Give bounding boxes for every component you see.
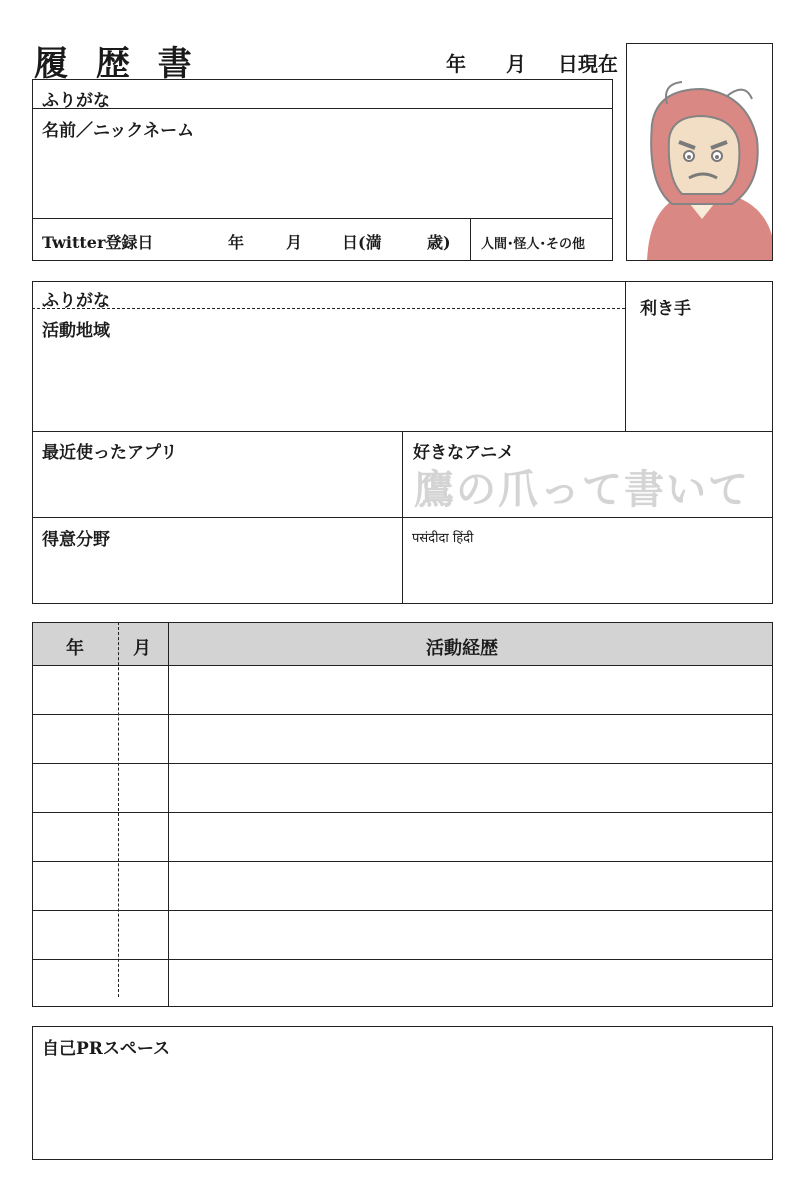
favorite-anime-label: 好きなアニメ: [413, 443, 515, 463]
date-year-label: 年: [446, 52, 466, 76]
history-row-3[interactable]: [33, 765, 772, 811]
page-title: 履 歴 書: [34, 44, 200, 84]
furigana-label-2: ふりがな: [42, 291, 110, 311]
furigana-input[interactable]: [140, 82, 600, 106]
date-month-label: 月: [505, 52, 526, 76]
history-row-5[interactable]: [33, 863, 772, 909]
furigana-label: ふりがな: [42, 91, 110, 111]
history-row-1[interactable]: [33, 667, 772, 713]
recent-app-input[interactable]: [42, 462, 394, 512]
hindi-text: पसंदीदा हिंदी: [412, 531, 474, 546]
photo-box[interactable]: [626, 43, 773, 261]
name-input[interactable]: [42, 140, 602, 212]
twitter-day-label: 日(満: [342, 233, 382, 252]
recent-app-label: 最近使ったアプリ: [42, 443, 178, 463]
col-month-header: 月: [133, 638, 151, 659]
twitter-year-label: 年: [228, 233, 245, 252]
category-options[interactable]: 人間･怪人･その他: [481, 237, 586, 252]
history-row-4[interactable]: [33, 814, 772, 860]
character-illustration-icon: [627, 44, 773, 261]
specialty-input[interactable]: [42, 550, 394, 598]
self-pr-input[interactable]: [42, 1060, 764, 1154]
col-activity-header: 活動経歴: [426, 638, 498, 659]
twitter-date-label: Twitter登録日: [42, 233, 154, 252]
current-date: [446, 48, 618, 77]
col-year-header: 年: [66, 638, 84, 659]
specialty-label: 得意分野: [42, 530, 110, 550]
date-day-label: 日現在: [557, 52, 618, 76]
history-row-6[interactable]: [33, 912, 772, 958]
handedness-label: 利き手: [640, 299, 691, 319]
name-label: 名前／ニックネーム: [42, 121, 195, 141]
twitter-month-label: 月: [286, 233, 303, 252]
activity-area-label: 活動地域: [42, 321, 110, 341]
twitter-age-label: 歳): [427, 233, 451, 252]
anime-watermark-text: 鷹の爪って書いて: [414, 466, 750, 513]
history-row-7[interactable]: [33, 961, 772, 1006]
activity-area-input[interactable]: [42, 340, 617, 424]
handedness-input[interactable]: [636, 320, 764, 424]
history-row-2[interactable]: [33, 716, 772, 762]
self-pr-label: 自己PRスペース: [42, 1039, 171, 1059]
